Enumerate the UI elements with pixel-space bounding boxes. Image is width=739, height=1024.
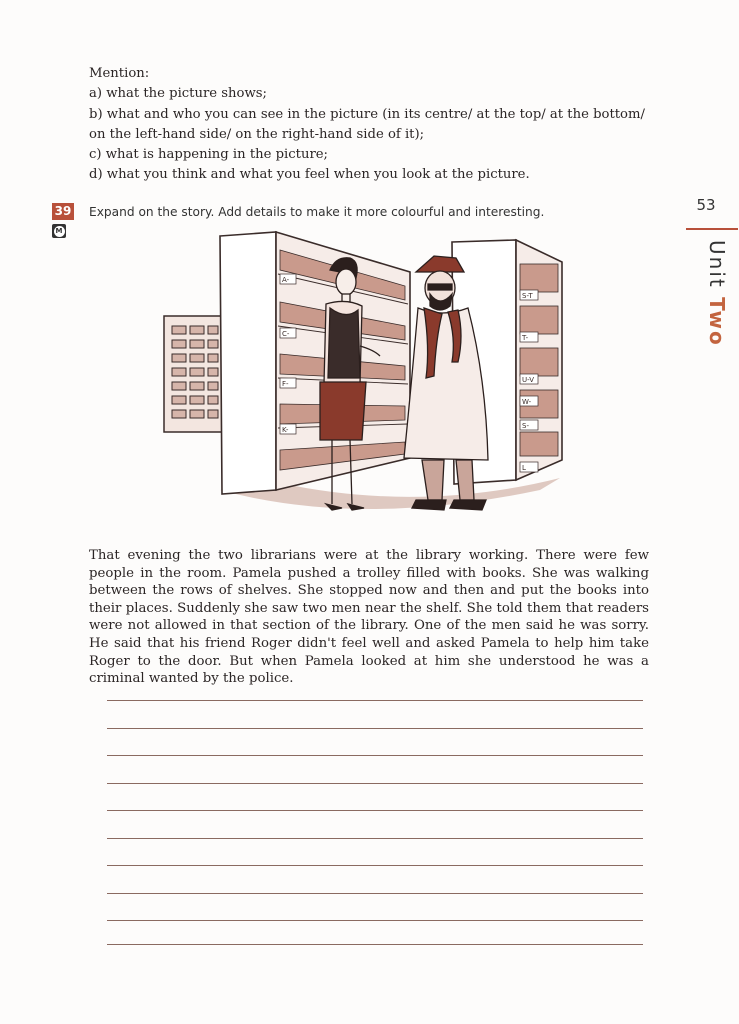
story-paragraph: That evening the two librarians were at the library working. There were few people in the room. Pamela pushed a trolley filled with books. She was walking between the rows of shelves. She stopped now and then and put the books into their places. Suddenly she saw two men near the shelf. She told them that readers were not allowed in that section of the library. One of the men said he was sorry. He said that his friend Roger didn't feel well and asked Pamela to help him take Roger to the door. But when Pamela looked at him she understood he was a criminal wanted by the police. xyxy=(89,548,649,687)
exercise-badge-icon xyxy=(52,224,66,238)
writing-line[interactable] xyxy=(107,810,643,811)
shelf-label xyxy=(280,424,296,434)
unit-word: Unit xyxy=(705,240,729,289)
writing-line[interactable] xyxy=(107,755,643,756)
writing-line[interactable] xyxy=(107,838,643,839)
shelf-label-text: L xyxy=(522,464,526,472)
shelf-label-text: U-V xyxy=(522,376,535,384)
shelf-label xyxy=(280,274,296,284)
shelf-label-text: A- xyxy=(282,276,290,284)
shelf-label xyxy=(520,396,538,406)
exercise-number: 39 xyxy=(52,203,74,220)
writing-line[interactable] xyxy=(107,783,643,784)
shelf-label xyxy=(520,420,538,430)
shelf-label-text: S-T xyxy=(522,292,533,300)
writing-line[interactable] xyxy=(107,865,643,866)
writing-line[interactable] xyxy=(107,893,643,894)
unit-divider xyxy=(686,228,738,230)
mention-item-b: b) what and who you can see in the picture (in its centre/ at the top/ at the bottom/ on the left-hand side/ on the right-hand side of it); xyxy=(89,106,645,142)
shelf-label xyxy=(520,462,538,472)
library-illustration xyxy=(160,228,580,526)
shelf-label-text: C- xyxy=(282,330,290,338)
mention-block xyxy=(89,64,649,186)
shelf-label-text: T- xyxy=(522,334,529,342)
shelf-label-text: F- xyxy=(282,380,289,388)
unit-number: Two xyxy=(705,297,729,347)
shelf-label-text: K- xyxy=(282,426,289,434)
card-catalogue xyxy=(164,316,222,432)
writing-line[interactable] xyxy=(107,700,643,701)
writing-line[interactable] xyxy=(107,920,643,921)
shelf-label xyxy=(520,374,538,384)
exercise-instruction: Expand on the story. Add details to make it more colourful and interesting. xyxy=(89,205,545,219)
mention-item-c: c) what is happening in the picture; xyxy=(89,147,328,163)
shelf-label-text: S- xyxy=(522,422,529,430)
mention-item-a: a) what the picture shows; xyxy=(89,86,267,102)
left-bookcase xyxy=(220,232,410,494)
mention-heading: Mention: xyxy=(89,66,150,81)
shelf-label xyxy=(280,328,296,338)
mention-item-d: d) what you think and what you feel when you look at the picture. xyxy=(89,167,530,183)
exercise-badge-letter: M xyxy=(54,226,65,237)
shelf-label-text: W- xyxy=(522,398,532,406)
shelf-label xyxy=(520,290,538,300)
unit-label xyxy=(705,240,729,347)
shelf-label xyxy=(520,332,538,342)
shelf-label xyxy=(280,378,296,388)
page-number: 53 xyxy=(696,196,716,214)
writing-line[interactable] xyxy=(107,728,643,729)
writing-line[interactable] xyxy=(107,944,643,945)
